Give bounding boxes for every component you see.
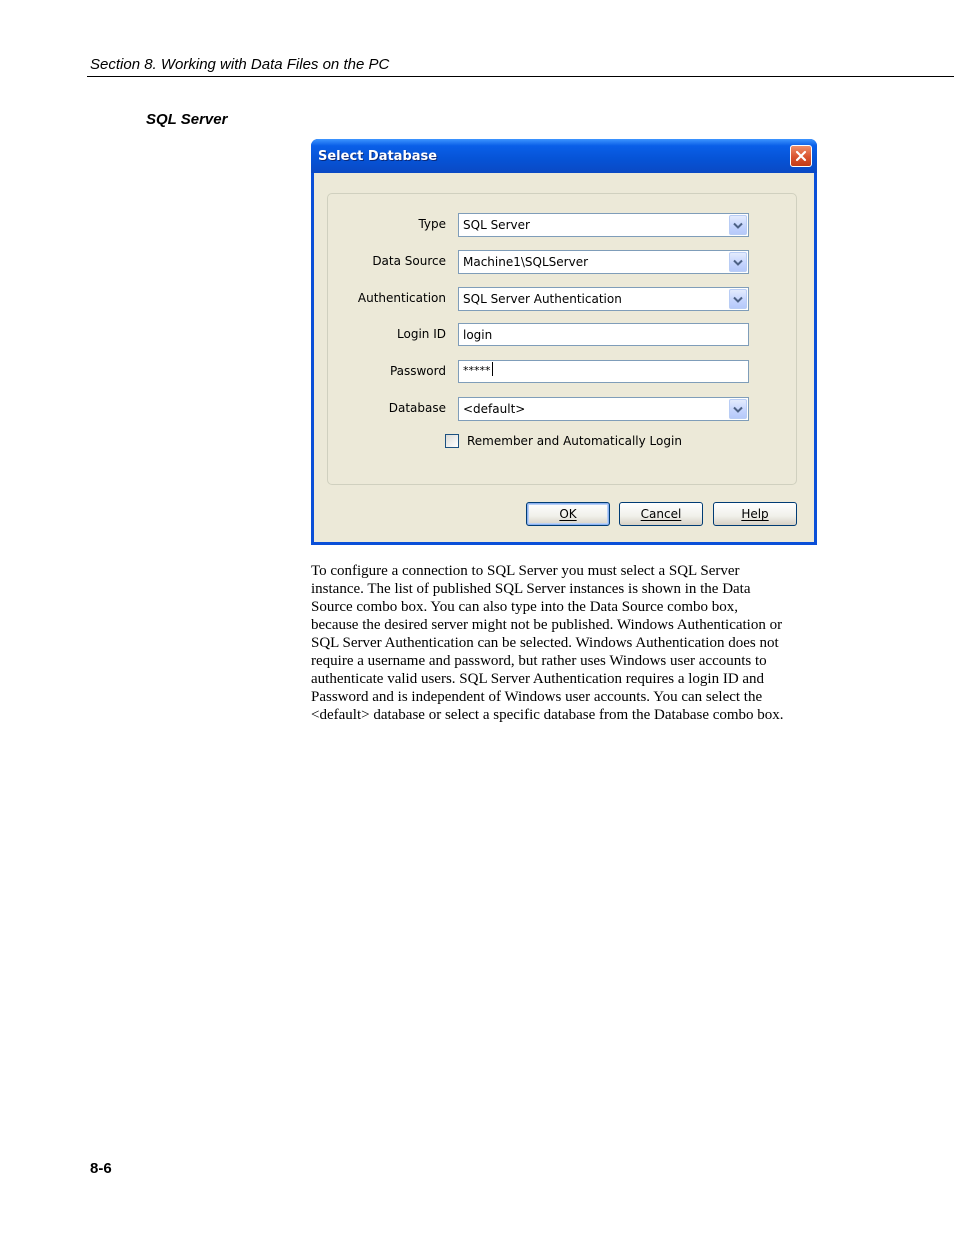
login-id-label: Login ID [397,327,446,341]
data-source-dropdown-button[interactable] [729,252,747,272]
authentication-dropdown-button[interactable] [729,289,747,309]
body-line: instance. The list of published SQL Server instances is shown in the Data [311,581,751,597]
chevron-down-icon [733,296,743,304]
chevron-down-icon [733,222,743,230]
login-id-value: login [463,328,493,342]
body-line: Source combo box. You can also type into the Data Source combo box, [311,599,739,615]
help-button[interactable] [713,502,797,526]
body-line: require a username and password, but rather uses Windows user accounts to [311,653,767,669]
database-combo[interactable] [458,397,749,421]
help-button-label: Help [741,507,769,521]
type-label: Type [418,217,446,231]
close-button[interactable] [790,145,812,167]
ok-button-label: OK [559,507,577,521]
password-value: ***** [463,364,491,377]
body-line: because the desired server might not be published. Windows Authentication or [311,617,783,633]
database-label: Database [388,401,446,415]
dialog-client-area [314,173,814,542]
body-line: SQL Server Authentication can be selected. Windows Authentication does not [311,635,779,651]
section-heading: SQL Server [146,111,228,128]
dialog-titlebar[interactable] [311,139,817,173]
chevron-down-icon [733,259,743,267]
remember-login-label[interactable]: Remember and Automatically Login [467,434,682,448]
password-input[interactable] [458,360,749,383]
authentication-label: Authentication [357,291,446,305]
ok-button[interactable] [526,502,610,526]
authentication-value: SQL Server Authentication [463,292,622,306]
close-icon [795,150,807,162]
dialog-title: Select Database [318,149,438,164]
header-rule [87,76,954,77]
body-line: <default> database or select a specific database from the Database combo box. [311,707,784,723]
data-source-value: Machine1\SQLServer [463,255,589,269]
select-database-dialog [311,139,817,545]
type-value: SQL Server [463,218,530,232]
type-dropdown-button[interactable] [729,215,747,235]
page-number: 8-6 [90,1160,112,1177]
type-combo[interactable] [458,213,749,237]
cancel-button-label: Cancel [640,507,682,521]
data-source-label: Data Source [372,254,446,268]
body-paragraph [311,562,811,724]
password-label: Password [389,364,446,378]
database-value: <default> [463,402,526,416]
body-line: authenticate valid users. SQL Server Authentication requires a login ID and [311,671,765,687]
body-line: To configure a connection to SQL Server you must select a SQL Server [311,563,740,579]
authentication-combo[interactable] [458,287,749,311]
remember-login-checkbox[interactable] [445,434,459,448]
text-caret [492,362,493,376]
data-source-combo[interactable] [458,250,749,274]
chevron-down-icon [733,406,743,414]
database-dropdown-button[interactable] [729,399,747,419]
cancel-button[interactable] [619,502,703,526]
body-line: Password and is independent of Windows user accounts. You can select the [311,689,763,705]
login-id-input[interactable] [458,323,749,346]
running-header: Section 8. Working with Data Files on the PC [90,56,390,73]
